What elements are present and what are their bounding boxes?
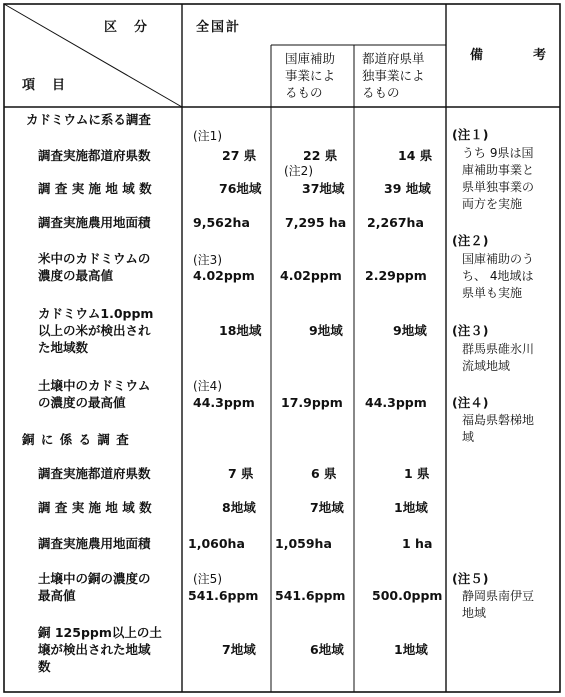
remark-text: 静岡県南伊豆: [462, 589, 535, 603]
cell-kokko: 9地域: [309, 323, 343, 338]
cell-tandoku: 2,267ha: [367, 215, 424, 230]
cell-kokko: 22 県: [303, 148, 338, 163]
note-marker: (注4): [193, 379, 222, 393]
row-label-line1: 銅 125ppm以上の土: [38, 625, 162, 640]
row-label-line1: 土壌中のカドミウム: [38, 378, 151, 393]
row-label: 調 査 実 施 地 域 数: [38, 500, 152, 515]
header-tandoku-line2: 独事業によ: [362, 68, 425, 83]
cell-total: 27 県: [222, 148, 257, 163]
row-label-line1: カドミウム1.0ppm: [38, 306, 154, 321]
remark-text: 福島県磐梯地: [462, 413, 535, 427]
remark-head-1: (注１): [452, 127, 489, 142]
cell-total: 9,562ha: [193, 215, 250, 230]
note-marker: (注5): [193, 572, 222, 586]
remark-text: 県単独事業の: [462, 180, 535, 194]
cell-total: 4.02ppm: [193, 268, 255, 283]
header-zenkoku: 全国計: [196, 20, 242, 35]
row-label-line2: 最高値: [38, 588, 76, 603]
cell-total: 18地域: [219, 323, 262, 338]
remark-text: うち 9県は国: [462, 146, 534, 160]
cell-tandoku: 39 地域: [384, 181, 431, 196]
cell-total: 44.3ppm: [193, 395, 255, 410]
row-label: 調査実施農用地面積: [38, 215, 151, 230]
header-kokko-line3: るもの: [285, 85, 323, 100]
cell-tandoku: 1 県: [404, 466, 430, 481]
cell-total: 8地域: [222, 500, 256, 515]
cell-kokko: 37地域: [302, 181, 345, 196]
remark-text: 両方を実施: [462, 197, 523, 211]
remark-head-5: (注５): [452, 571, 489, 586]
cell-kokko: 7,295 ha: [285, 215, 347, 230]
cell-total: 7 県: [228, 466, 254, 481]
row-label-line2: 濃度の最高値: [38, 268, 114, 283]
remark-head-4: (注４): [452, 395, 489, 410]
row-label-line3: た地域数: [38, 340, 89, 355]
cell-tandoku: 9地域: [393, 323, 427, 338]
cell-tandoku: 1 ha: [402, 536, 433, 551]
row-label-line3: 数: [38, 659, 51, 674]
cell-kokko: 6地域: [310, 642, 344, 657]
row-label: 調査実施都道府県数: [38, 466, 151, 481]
row-label: 調 査 実 施 地 域 数: [38, 181, 152, 196]
remark-text: 国庫補助のう: [462, 252, 535, 266]
cell-tandoku: 1地域: [394, 642, 428, 657]
row-label-line1: 米中のカドミウムの: [38, 251, 151, 266]
cell-tandoku: 1地域: [394, 500, 428, 515]
cell-tandoku: 500.0ppm: [372, 588, 443, 603]
cell-total: 7地域: [222, 642, 256, 657]
header-koumoku: 項 目: [22, 78, 68, 93]
row-label: 調査実施農用地面積: [38, 536, 151, 551]
cell-total: 541.6ppm: [188, 588, 259, 603]
note-marker: (注1): [193, 129, 222, 143]
row-label-line1: 土壌中の銅の濃度の: [38, 571, 151, 586]
row-label-line2: 以上の米が検出され: [38, 323, 151, 338]
header-tandoku-line1: 都道府県単: [362, 51, 425, 66]
cell-kokko: 541.6ppm: [275, 588, 346, 603]
remark-head-3: (注３): [452, 323, 489, 338]
cell-tandoku: 44.3ppm: [365, 395, 427, 410]
remark-text: 地域: [462, 606, 487, 620]
header-kokko-line1: 国庫補助: [285, 51, 336, 66]
header-tandoku-line3: るもの: [362, 85, 400, 100]
cell-kokko: 1,059ha: [275, 536, 332, 551]
cell-kokko: 6 県: [311, 466, 337, 481]
remark-text: 庫補助事業と: [462, 163, 535, 177]
cell-kokko: 7地域: [310, 500, 344, 515]
section-cadmium: カドミウムに系る調査: [26, 112, 151, 127]
remark-text: 域: [462, 430, 475, 444]
row-label: 調査実施都道府県数: [38, 148, 151, 163]
cell-kokko: 4.02ppm: [280, 268, 342, 283]
remark-head-2: (注２): [452, 233, 489, 248]
remark-text: 県単も実施: [462, 286, 523, 300]
header-kubun: 区 分: [104, 20, 150, 35]
row-label-line2: 壌が検出された地域: [38, 642, 151, 657]
remark-text: 流域地域: [462, 359, 511, 373]
cell-tandoku: 2.29ppm: [365, 268, 427, 283]
row-label-line2: の濃度の最高値: [38, 395, 126, 410]
note-marker: (注2): [284, 164, 313, 178]
cell-total: 76地域: [219, 181, 262, 196]
section-copper: 銅 に 係 る 調 査: [22, 432, 130, 447]
cell-tandoku: 14 県: [398, 148, 433, 163]
note-marker: (注3): [193, 253, 222, 267]
remark-text: ち、 4地域は: [462, 269, 534, 283]
remark-text: 群馬県碓氷川: [462, 342, 535, 356]
header-kokko-line2: 事業によ: [285, 68, 336, 83]
cell-kokko: 17.9ppm: [281, 395, 343, 410]
cell-total: 1,060ha: [188, 536, 245, 551]
header-bikou: 備 考: [470, 48, 555, 63]
